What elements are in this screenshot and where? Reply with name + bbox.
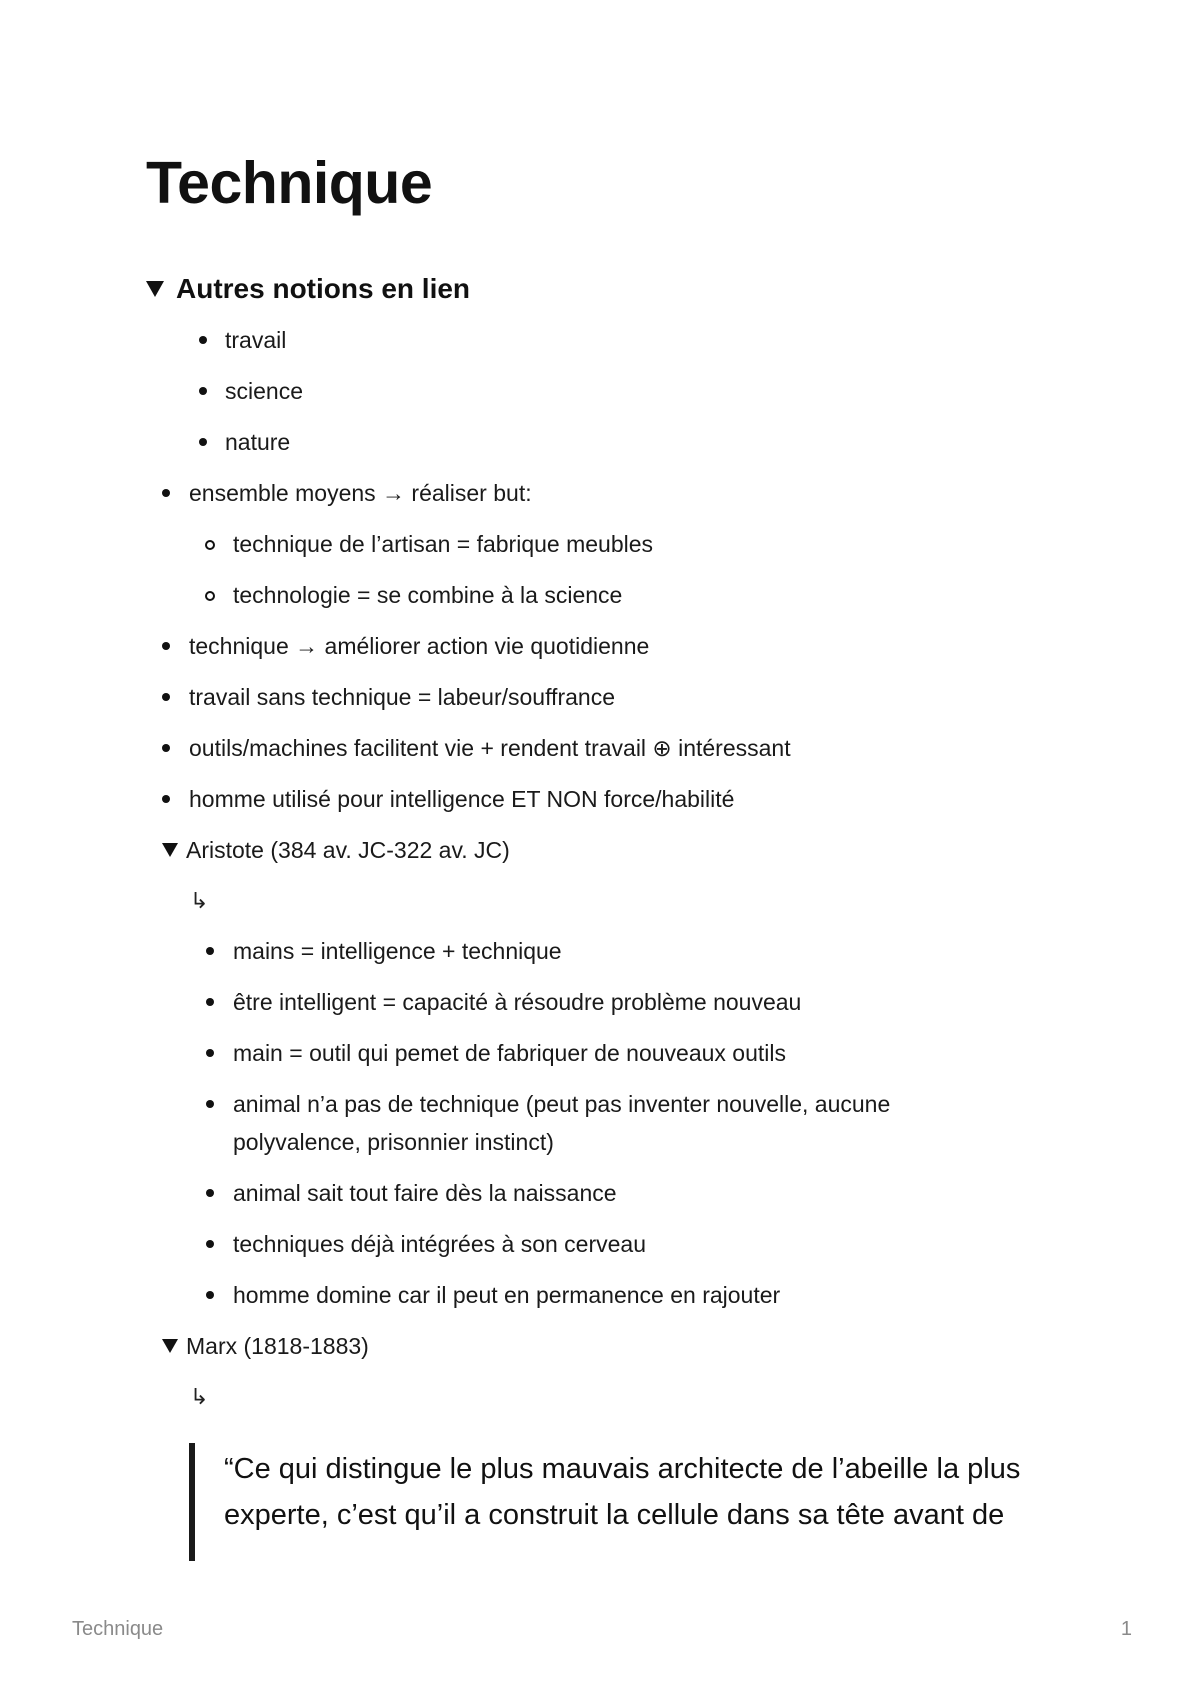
list-item: travail [225,327,287,353]
footer-title: Technique [72,1618,164,1640]
list-item: technique → améliorer action vie quotidienne [189,633,650,659]
return-arrow-icon: ↳ [190,888,209,913]
circle-bullet-icon [205,540,215,550]
list-item: technologie = se combine à la science [233,582,623,608]
toggle-aristote[interactable] [162,835,510,865]
bullet-icon [206,1100,214,1108]
list-item: nature [225,429,291,455]
list-item: animal sait tout faire dès la naissance [233,1180,617,1206]
list-item: techniques déjà intégrées à son cerveau [233,1231,647,1257]
bullet-icon [206,1189,214,1197]
list-item: travail sans technique = labeur/souffrance [189,684,615,710]
bullet-icon [199,387,207,395]
list-item: technique de l’artisan = fabrique meubles [233,531,654,557]
page-number: 1 [1120,1618,1132,1640]
page-title: Technique [146,150,433,216]
list-item: homme utilisé pour intelligence ET NON force/habilité [189,786,735,812]
bullet-icon [162,642,170,650]
bullet-icon [162,489,170,497]
bullet-icon [206,998,214,1006]
toggle-heading: Aristote (384 av. JC-322 av. JC) [186,837,510,863]
list-item: science [225,378,303,404]
return-arrow-icon: ↳ [190,1384,209,1409]
toggle-triangle-icon[interactable] [162,1339,178,1353]
list-item: animal n’a pas de technique (peut pas inventer nouvelle, aucune polyvalence, prisonnier instinct) [233,1091,891,1155]
list-item: homme domine car il peut en permanence en rajouter [233,1282,781,1308]
toggle-triangle-icon[interactable] [162,843,178,857]
list-item: outils/machines facilitent vie + rendent travail ⊕ intéressant [189,735,791,761]
bullet-icon [162,744,170,752]
bullet-icon [162,693,170,701]
bullet-icon [162,795,170,803]
list-item: mains = intelligence + technique [233,938,562,964]
list-item: être intelligent = capacité à résoudre problème nouveau [233,989,802,1015]
circle-bullet-icon [205,591,215,601]
bullet-icon [206,1291,214,1299]
bullet-icon [206,1240,214,1248]
toggle-triangle-icon[interactable] [146,281,164,297]
bullet-icon [206,947,214,955]
toggle-heading: Autres notions en lien [176,273,471,304]
bullet-icon [206,1049,214,1057]
list-item: main = outil qui pemet de fabriquer de nouveaux outils [233,1040,786,1066]
bullet-icon [199,336,207,344]
toggle-heading: Marx (1818-1883) [186,1333,369,1359]
bullet-icon [199,438,207,446]
quote-bar [189,1443,195,1561]
quote-text: “Ce qui distingue le plus mauvais architecte de l’abeille la plus experte, c’est qu’il a construit la cellule dans sa tête avant de [224,1453,1021,1531]
toggle-autres-notions[interactable] [146,272,470,306]
toggle-marx[interactable] [162,1331,369,1361]
list-item: ensemble moyens → réaliser but: [189,480,532,506]
